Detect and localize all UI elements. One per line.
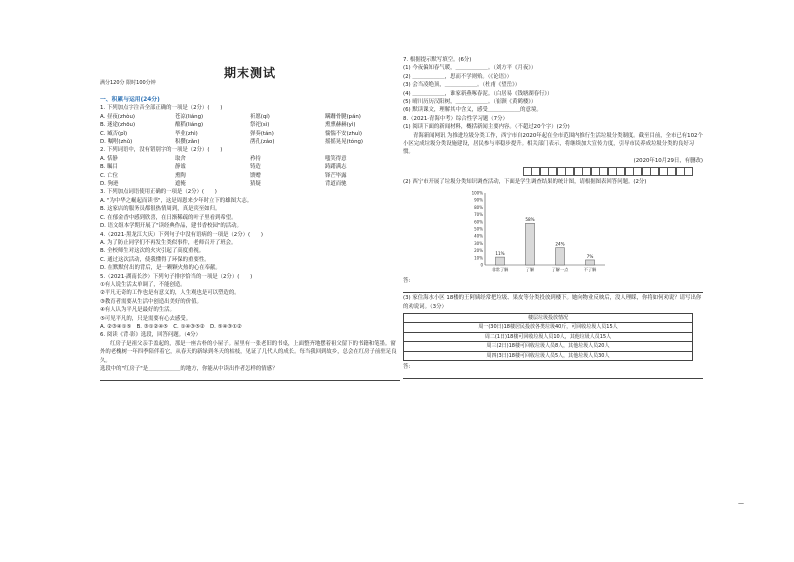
option-item: 矜持 xyxy=(250,155,261,162)
question-7-lines xyxy=(403,64,703,114)
table-row xyxy=(404,351,693,360)
option-line: B. 全校师生对这次的火灾引起了高度重视。 xyxy=(100,248,205,255)
news-date: (2020年10月29日，有删改) xyxy=(633,157,703,164)
option-line: (2) ＿＿＿＿＿＿，思而不学则殆。（《论语》） xyxy=(403,73,513,80)
option-item: 毕业(zhì) xyxy=(175,130,198,137)
section-heading: 一、积累与运用(24分) xyxy=(100,97,160,103)
option-item: 取舍 xyxy=(175,155,186,162)
option-item: C. 臧否(pǐ) xyxy=(100,130,128,137)
question-7: 7. 根据提示默写填空。(6分) xyxy=(403,57,472,63)
category-label: 了解 xyxy=(525,266,535,272)
table-cell: 周四(3日)18楼可回收垃圾人员5人，其他垃圾人员30人 xyxy=(404,351,693,360)
option-item: 踌躇满志 xyxy=(325,164,347,171)
option-row xyxy=(100,163,400,171)
question-4: 4.（2021·黑龙江大庆）下列句子中没有语病的一项是（2分）( ) xyxy=(100,231,263,238)
y-tick-label: 20% xyxy=(474,247,483,253)
option-item: 嗤笑得意 xyxy=(325,155,347,162)
category-label: 了解一点 xyxy=(551,266,569,272)
category-label: 非常了解 xyxy=(491,266,509,272)
option-item: 熏熏赫赫(yì) xyxy=(325,122,356,129)
option-line: A. ②③④①⑤ B. ③①②④⑤ C. ①④③⑤② D. ⑤④③①② xyxy=(100,323,242,330)
y-tick-label: 30% xyxy=(474,240,483,246)
question-5: 5.（2021·湖南长沙）下列句子排序恰当的一项是（2分）( ) xyxy=(100,273,253,280)
option-item: D. 嘱咐(zhǔ) xyxy=(100,139,133,146)
option-line: A. "为中华之崛起而读书"，这是周恩来少年时立下的雄图大志。 xyxy=(100,197,253,204)
table-row xyxy=(404,323,693,332)
option-item: 锋芒毕露 xyxy=(325,172,347,179)
option-item: 酿稻(liáng) xyxy=(175,122,204,129)
option-item: 背道而驰 xyxy=(325,181,347,188)
option-line: ②平凡无奇的工作也是有意义的，人生观也是可以塑造的。 xyxy=(100,290,240,297)
right-column xyxy=(403,56,703,380)
answer-grid[interactable] xyxy=(523,167,703,176)
question-2-options xyxy=(100,155,400,189)
option-item: B. 瞩目 xyxy=(100,164,118,171)
option-row xyxy=(100,155,400,163)
question-6-prompt: 选段中的"红房子"是＿＿＿＿＿＿的地方，你能从中读出作者怎样的情感？ xyxy=(100,366,278,372)
option-item: 熏陶 xyxy=(175,172,186,179)
answer-line[interactable] xyxy=(403,371,703,379)
question-6: 6. 阅读《背·影》选段，回答问题。（4分） xyxy=(100,332,201,339)
option-line: ④有人认为平凡是最好的生活。 xyxy=(100,307,175,314)
chart-svg xyxy=(463,187,613,277)
option-item: 遮掩 xyxy=(175,181,186,188)
table-row xyxy=(404,342,693,351)
question-8-sub3: (3) 家住海水小区 18楼的王阿姨经常把垃圾、果皮等分类投放到楼下。她向物业反映后，没人理睬，你将如何劝说？请写出你的劝说词。（3分） xyxy=(403,295,702,310)
option-line: ①有人说生活太单调了，不能创造。 xyxy=(100,281,186,288)
option-item: 摇摇晃晃(tóng) xyxy=(325,139,364,146)
question-1: 1. 下列加点字注音全部正确的一项是（2分）( ) xyxy=(100,105,223,112)
option-line: (5) 晴川历历汉阳树，＿＿＿＿＿＿。（崔颢《黄鹤楼》） xyxy=(403,99,537,106)
y-tick-label: 0 xyxy=(480,262,483,268)
option-item: A. 昼夜(zhòu) xyxy=(100,113,135,120)
exam-meta: 满分120分 限时100分钟 xyxy=(100,80,156,86)
data-label: 7% xyxy=(586,253,594,259)
question-1-options xyxy=(100,113,400,147)
option-item: 苍凉(liáng) xyxy=(175,113,204,120)
option-item: 铸造 xyxy=(250,164,261,171)
option-line: (1) 今夜偏知春气暖，＿＿＿＿＿＿。（刘方平《月夜》） xyxy=(403,65,537,72)
answer-label: 答: xyxy=(403,277,411,284)
data-label: 24% xyxy=(555,241,565,247)
option-item: 馈赠 xyxy=(250,172,261,179)
y-tick-label: 60% xyxy=(474,218,483,224)
option-line: (6) 默读课文，理解其中含义，感受＿＿＿＿＿＿的意境。 xyxy=(403,107,542,114)
option-row xyxy=(100,172,400,180)
table-cell: 周三(2日)18楼可回收垃圾人员8人，其他垃圾人员20人 xyxy=(404,342,693,351)
option-item: 积攒(zǎn) xyxy=(175,139,200,146)
option-item: C. 亡位 xyxy=(100,172,118,179)
answer-label: 答: xyxy=(403,363,411,370)
bar xyxy=(556,247,565,264)
question-3: 3. 下列加点词语使用正确的一项是（2分）( ) xyxy=(100,189,217,196)
bar xyxy=(526,223,535,265)
option-line: ③教育者需要从生活中创造出美好的价值。 xyxy=(100,298,202,305)
option-line: C. 通过这次活动，使我懂得了环保的重要性。 xyxy=(100,256,210,263)
y-tick-label: 80% xyxy=(474,204,483,210)
option-item: A. 恬静 xyxy=(100,155,118,162)
waste-table xyxy=(403,313,693,361)
table-cell: 周二(1日)18楼可回收垃圾人员10人，其他垃圾人员15人 xyxy=(404,332,693,341)
question-3-options xyxy=(100,197,400,231)
option-item: D. 狗逊 xyxy=(100,181,119,188)
y-tick-label: 40% xyxy=(474,233,483,239)
option-line: D. 语文组本学期开展了"读经典作品，建书香校园"的活动。 xyxy=(100,223,242,230)
answer-line[interactable] xyxy=(403,285,703,293)
page-title: 期末测试 xyxy=(223,66,276,80)
question-8: 8.（2021·青海中考）综合性学习题（7分） xyxy=(403,115,508,122)
y-tick-label: 100% xyxy=(471,190,483,196)
table-title: 楼层垃圾投放情况 xyxy=(404,313,693,322)
data-label: 11% xyxy=(495,250,505,256)
option-row xyxy=(100,138,400,146)
option-line: A. 为了防止同学们不再发生类似事件，老师召开了班会。 xyxy=(100,239,237,246)
option-item: 静谧 xyxy=(175,164,186,171)
grid-cell[interactable] xyxy=(684,167,693,176)
option-item: B. 迷途(zhōu) xyxy=(100,122,136,129)
option-item: 惴惴不安(zhuì) xyxy=(325,130,362,137)
question-8-sub2: (2) 西宁市开展了垃圾分类知识调查活动，下面是学生调查结果的统计图，请根据图表回答问题。(2分) xyxy=(403,179,647,186)
option-row xyxy=(100,113,400,121)
table-cell: 周一(30日)18楼居民投放各类垃圾40斤，可回收垃圾人员15人 xyxy=(404,323,693,332)
question-8-sub1: (1) 阅读下面的新闻材料，概括新闻主要内容。（不超过20个字）(2分) xyxy=(403,124,570,131)
option-line: C. 在郁金香中感到欣喜，在日渐稀疏的叶子里看到希望。 xyxy=(100,214,237,221)
question-2: 2. 下列词语中，没有错别字的一项是（2分）( ) xyxy=(100,147,223,154)
question-4-options xyxy=(100,239,400,273)
y-tick-label: 70% xyxy=(474,211,483,217)
option-item: 凿孔(záo) xyxy=(250,139,275,146)
bar xyxy=(586,260,595,265)
table-row xyxy=(404,332,693,341)
option-item: 祈愿(qí) xyxy=(250,113,270,120)
reading-passage: 红房子是祖父亲手盖起的，那是一座古朴的小屋子。屋里有一张老旧的书桌，上面整齐地摆着祖父留下的书籍和笔墨。窗外的老槐树一年四季陪伴着它，从春天的新绿到冬天的枯枝，见证了几代人的成长。每当我回到故乡，总会在红房子前驻足良久。 xyxy=(100,340,397,364)
news-passage: 青海新闻网讯 为推进垃圾分类工作，西宁市自2020年起在全市范围内推行生活垃圾分类制度。截至目前，全市已有102个小区完成垃圾分类设施建设，居民参与率稳步提升。相关部门表示，将继续加大宣传力度，引导市民养成垃圾分类的良好习惯。 xyxy=(403,132,703,156)
left-column xyxy=(100,96,400,382)
option-row xyxy=(100,121,400,129)
option-row xyxy=(100,180,400,188)
answer-line[interactable] xyxy=(100,373,400,381)
option-line: (4) ＿＿＿＿＿＿，谁家新燕啄春泥。（白居易《钱塘湖春行》） xyxy=(403,90,553,97)
option-line: B. 这家店的服务员都很热情周到，真是宾至如归。 xyxy=(100,206,221,213)
option-item: 弹奏(tán) xyxy=(250,130,274,137)
y-tick-label: 90% xyxy=(474,197,483,203)
option-item: 蹒跚骨腱(pán) xyxy=(325,113,361,120)
option-row xyxy=(100,130,400,138)
option-line: ⑤可见平凡的，只是需要有心去感受。 xyxy=(100,315,192,322)
bar xyxy=(496,257,505,265)
option-line: (3) 会当凌绝顶，＿＿＿＿＿＿。（杜甫《望岳》） xyxy=(403,82,521,89)
data-label: 58% xyxy=(525,216,535,222)
option-item: 祭祀(sì) xyxy=(250,122,270,129)
page-number: — xyxy=(738,500,744,507)
y-tick-label: 50% xyxy=(474,226,483,232)
bar-chart xyxy=(463,187,613,277)
option-line: D. 在默默付出的背后，是一颗颗火热的心在奉献。 xyxy=(100,265,221,272)
option-item: 猜疑 xyxy=(250,181,261,188)
question-5-options xyxy=(100,281,400,331)
y-tick-label: 10% xyxy=(474,254,483,260)
category-label: 不了解 xyxy=(583,266,597,272)
